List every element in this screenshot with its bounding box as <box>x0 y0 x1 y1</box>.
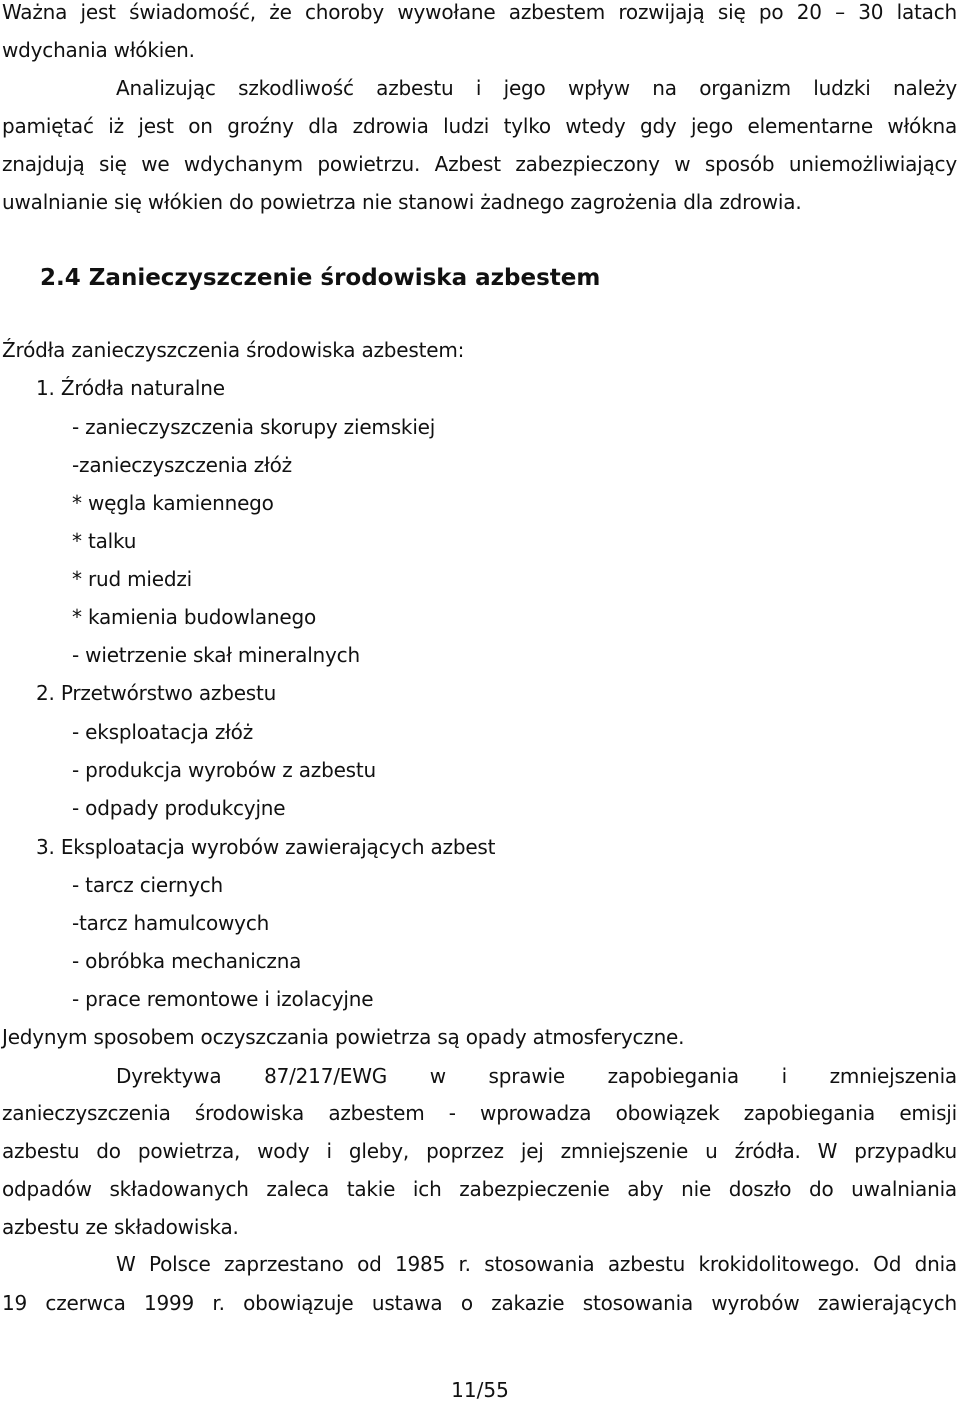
list-item-label: 1. Źródła naturalne <box>36 376 225 400</box>
list-subitem: - obróbka mechaniczna <box>72 949 302 973</box>
paragraph-line: Ważna jest świadomość, że choroby wywołane azbestem rozwijają się po 20 – 30 latach <box>2 0 957 24</box>
list-subitem: * talku <box>72 529 137 553</box>
paragraph-line: pamiętać iż jest on groźny dla zdrowia ludzi tylko wtedy gdy jego elementarne włókna <box>2 114 957 138</box>
paragraph-line: azbestu do powietrza, wody i gleby, poprzez jej zmniejszenie u źródła. W przypadku <box>2 1139 957 1163</box>
list-subitem: -zanieczyszczenia złóż <box>72 453 292 477</box>
list-subitem: * węgla kamiennego <box>72 491 274 515</box>
page-number: 11/55 <box>451 1378 509 1402</box>
list-subitem: - produkcja wyrobów z azbestu <box>72 758 377 782</box>
list-subitem: - prace remontowe i izolacyjne <box>72 987 374 1011</box>
paragraph-line: azbestu ze składowiska. <box>2 1215 239 1239</box>
paragraph-line: Dyrektywa 87/217/EWG w sprawie zapobiegania i zmniejszenia <box>116 1064 957 1088</box>
paragraph-line: W Polsce zaprzestano od 1985 r. stosowania azbestu krokidolitowego. Od dnia <box>116 1252 957 1276</box>
paragraph-line: uwalnianie się włókien do powietrza nie stanowi żadnego zagrożenia dla zdrowia. <box>2 190 802 214</box>
sources-intro: Źródła zanieczyszczenia środowiska azbestem: <box>2 338 465 362</box>
paragraph-line: Jedynym sposobem oczyszczania powietrza są opady atmosferyczne. <box>2 1025 685 1049</box>
list-item-label: 3. Eksploatacja wyrobów zawierających azbest <box>36 835 496 859</box>
paragraph-line: 19 czerwca 1999 r. obowiązuje ustawa o zakazie stosowania wyrobów zawierających <box>2 1291 957 1315</box>
list-subitem: - eksploatacja złóż <box>72 720 254 744</box>
list-subitem: - zanieczyszczenia skorupy ziemskiej <box>72 415 436 439</box>
list-subitem: * rud miedzi <box>72 567 193 591</box>
list-item-label: 2. Przetwórstwo azbestu <box>36 681 277 705</box>
list-subitem: * kamienia budowlanego <box>72 605 317 629</box>
paragraph-line: Analizując szkodliwość azbestu i jego wpływ na organizm ludzki należy <box>116 76 957 100</box>
section-heading: 2.4 Zanieczyszczenie środowiska azbestem <box>40 265 601 291</box>
list-subitem: - wietrzenie skał mineralnych <box>72 643 360 667</box>
paragraph-line: odpadów składowanych zaleca takie ich zabezpieczenie aby nie doszło do uwalniania <box>2 1177 957 1201</box>
list-subitem: - odpady produkcyjne <box>72 796 286 820</box>
list-subitem: -tarcz hamulcowych <box>72 911 270 935</box>
list-subitem: - tarcz ciernych <box>72 873 224 897</box>
paragraph-line: wdychania włókien. <box>2 38 195 62</box>
paragraph-line: znajdują się we wdychanym powietrzu. Azbest zabezpieczony w sposób uniemożliwiający <box>2 152 957 176</box>
paragraph-line: zanieczyszczenia środowiska azbestem - wprowadza obowiązek zapobiegania emisji <box>2 1101 957 1125</box>
